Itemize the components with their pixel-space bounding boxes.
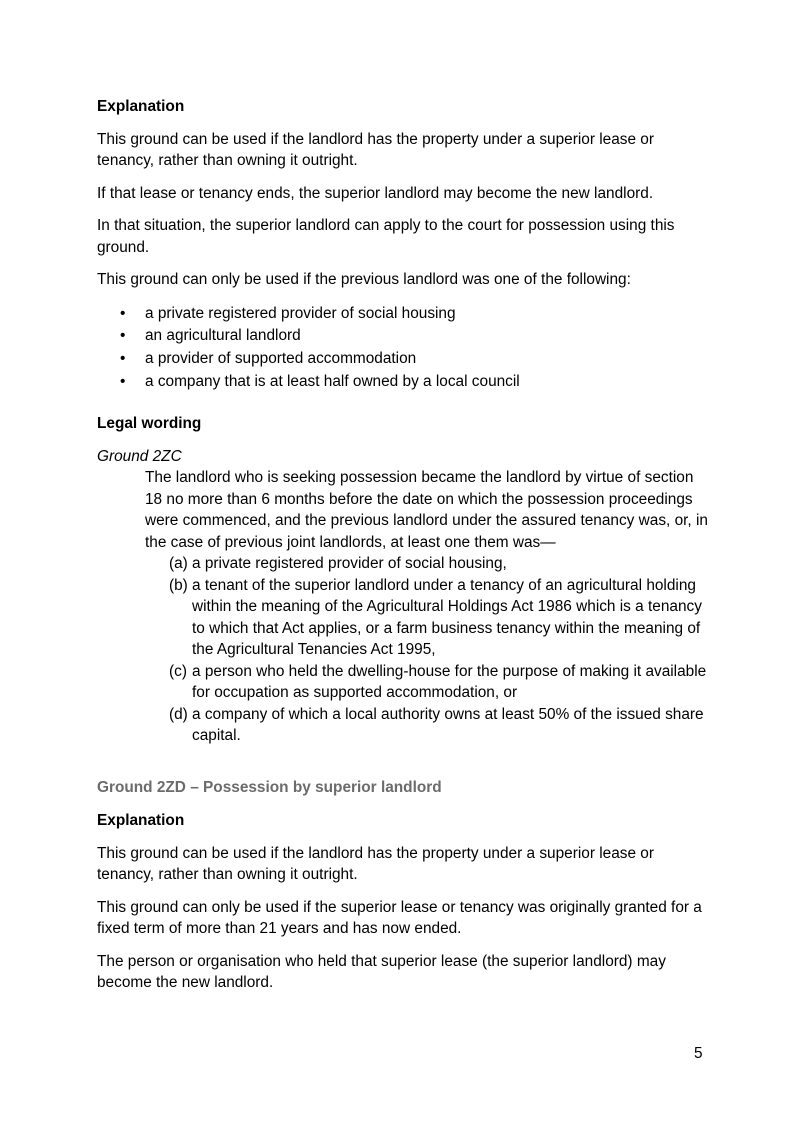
paragraph: If that lease or tenancy ends, the superior landlord may become the new landlord. (97, 184, 654, 202)
legal-paragraph: The landlord who is seeking possession became the landlord by virtue of section 18 no more than 6 months before the date on which the possession proceedings were commenced, and the previous landlord under the assured tenancy was, or, in the case of previous joint landlords, at least one them was— (145, 469, 708, 551)
legal-item: (a) a private registered provider of social housing, (169, 553, 709, 575)
paragraph: This ground can be used if the landlord has the property under a superior lease or tenancy, rather than owning it outright. (97, 844, 654, 884)
legal-wording-heading: Legal wording (97, 415, 202, 433)
paragraph: In that situation, the superior landlord can apply to the court for possession using this ground. (97, 217, 675, 256)
paragraph: The person or organisation who held that superior lease (the superior landlord) may become the new landlord. (97, 952, 666, 992)
list-item: • a provider of supported accommodation (97, 348, 709, 371)
bullet-icon: • (120, 327, 126, 345)
list-item: • a company that is at least half owned by a local council (97, 371, 709, 394)
legal-item: (c) a person who held the dwelling-house for the purpose of making it available for occupation as supported accommodation, or (169, 662, 707, 702)
list-item: • a private registered provider of social housing (97, 303, 709, 326)
paragraph: This ground can be used if the landlord has the property under a superior lease or tenancy, rather than owning it outright. (97, 130, 654, 169)
item-marker: (b) (169, 576, 188, 594)
legal-item: (d) a company of which a local authority owns at least 50% of the issued share capital. (169, 705, 704, 745)
bullet-list (97, 303, 709, 394)
paragraph: This ground can only be used if the superior lease or tenancy was originally granted for a fixed term of more than 21 years and has now ended. (97, 898, 702, 938)
legal-item: (b) a tenant of the superior landlord under a tenancy of an agricultural holding within the meaning of the Agricultural Holdings Act 1986 which is a tenancy to which that Act applies, or a farm business tenancy within the meaning of the Agricultural Tenancies Act 1995, (169, 576, 702, 659)
legal-text (97, 467, 709, 747)
item-marker: (d) (169, 705, 188, 723)
explanation-heading: Explanation (97, 812, 185, 830)
document-page (97, 96, 709, 994)
list-item: • an agricultural landlord (97, 325, 709, 348)
bullet-icon: • (120, 304, 126, 322)
bullet-icon: • (120, 372, 126, 390)
paragraph: This ground can only be used if the previous landlord was one of the following: (97, 271, 631, 288)
item-marker: (a) (169, 555, 188, 573)
bullet-icon: • (120, 349, 126, 367)
explanation-heading: Explanation (97, 98, 185, 115)
item-marker: (c) (169, 662, 187, 680)
legal-items-list (145, 553, 709, 747)
page-number: 5 (694, 1045, 703, 1062)
ground-label: Ground 2ZC (97, 447, 182, 465)
section-title: Ground 2ZD – Possession by superior landlord (97, 778, 442, 796)
